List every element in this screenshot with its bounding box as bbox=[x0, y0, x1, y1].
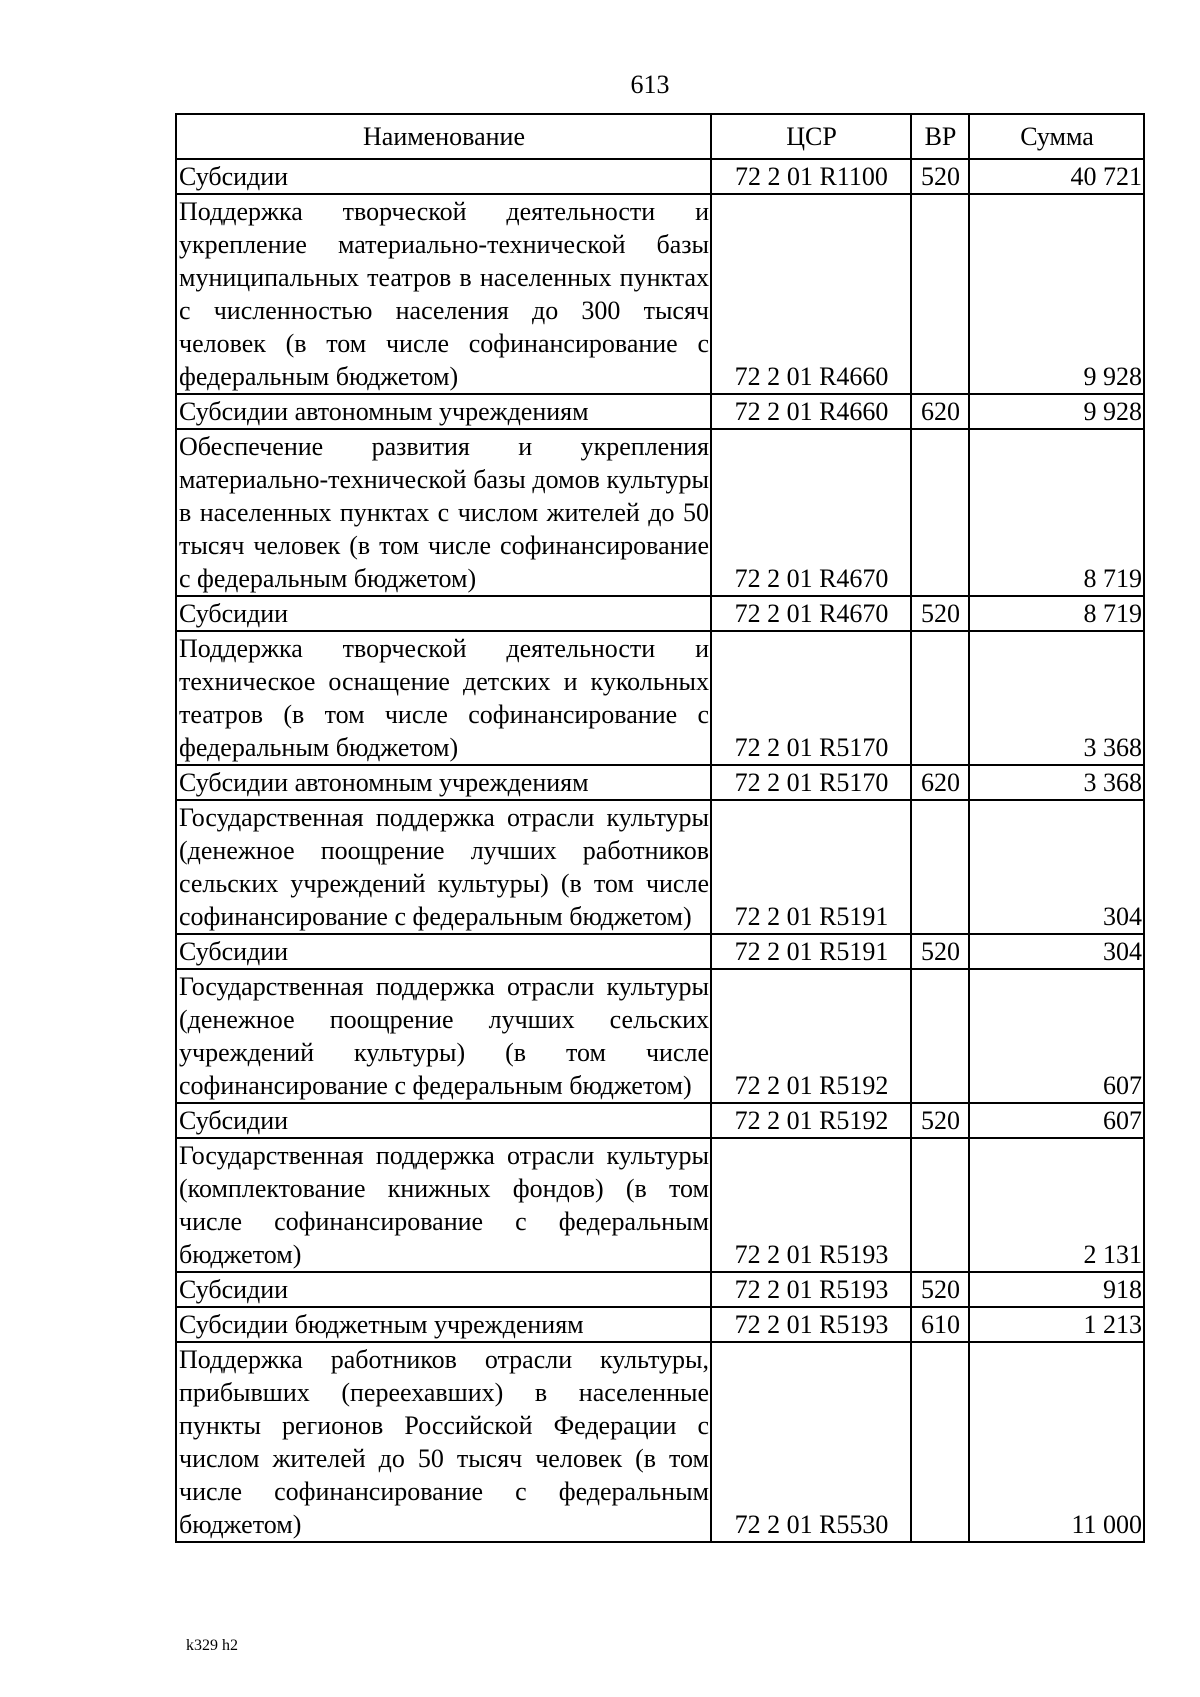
budget-table bbox=[175, 113, 1145, 1543]
table-header-row bbox=[176, 114, 1144, 159]
cell-vr bbox=[911, 800, 969, 934]
table-row bbox=[176, 765, 1144, 800]
cell-sum: 1 213 bbox=[969, 1307, 1144, 1342]
cell-name: Поддержка творческой деятельности и укрепление материально-технической базы муниципальных театров в населенных пунктах с численностью населения до 300 тысяч человек (в том числе софинансирование с федеральным бюджетом) bbox=[176, 194, 711, 394]
table-row bbox=[176, 429, 1144, 596]
cell-vr bbox=[911, 631, 969, 765]
header-name: Наименование bbox=[176, 114, 711, 159]
cell-name: Субсидии bbox=[176, 159, 711, 194]
table-row bbox=[176, 394, 1144, 429]
header-csr: ЦСР bbox=[711, 114, 911, 159]
cell-sum: 304 bbox=[969, 800, 1144, 934]
cell-vr: 610 bbox=[911, 1307, 969, 1342]
cell-name: Субсидии bbox=[176, 934, 711, 969]
cell-name: Поддержка творческой деятельности и техническое оснащение детских и кукольных театров (в том числе софинансирование с федеральным бюджетом) bbox=[176, 631, 711, 765]
cell-name: Поддержка работников отрасли культуры, прибывших (переехавших) в населенные пункты регионов Российской Федерации с числом жителей до 50 тысяч человек (в том числе софинансирование с федеральным бюджетом) bbox=[176, 1342, 711, 1542]
table-row bbox=[176, 1138, 1144, 1272]
footer-code: k329 h2 bbox=[186, 1637, 238, 1654]
cell-name: Субсидии бюджетным учреждениям bbox=[176, 1307, 711, 1342]
cell-name: Субсидии bbox=[176, 596, 711, 631]
cell-sum: 3 368 bbox=[969, 765, 1144, 800]
cell-vr: 520 bbox=[911, 1103, 969, 1138]
cell-sum: 8 719 bbox=[969, 596, 1144, 631]
cell-sum: 40 721 bbox=[969, 159, 1144, 194]
cell-name: Субсидии автономным учреждениям bbox=[176, 765, 711, 800]
table-row bbox=[176, 1272, 1144, 1307]
cell-vr bbox=[911, 969, 969, 1103]
page-number: 613 bbox=[630, 70, 670, 99]
cell-csr: 72 2 01 R5192 bbox=[711, 1103, 911, 1138]
header-vr: ВР bbox=[911, 114, 969, 159]
cell-vr bbox=[911, 1138, 969, 1272]
cell-sum: 8 719 bbox=[969, 429, 1144, 596]
table-row bbox=[176, 1342, 1144, 1542]
cell-csr: 72 2 01 R5191 bbox=[711, 800, 911, 934]
table-body bbox=[176, 159, 1144, 1542]
table-row bbox=[176, 1307, 1144, 1342]
cell-sum: 918 bbox=[969, 1272, 1144, 1307]
cell-vr: 520 bbox=[911, 596, 969, 631]
table-row bbox=[176, 1103, 1144, 1138]
cell-vr bbox=[911, 429, 969, 596]
cell-vr: 620 bbox=[911, 765, 969, 800]
table-row bbox=[176, 159, 1144, 194]
cell-csr: 72 2 01 R4670 bbox=[711, 596, 911, 631]
table-row bbox=[176, 194, 1144, 394]
cell-vr: 620 bbox=[911, 394, 969, 429]
cell-csr: 72 2 01 R4670 bbox=[711, 429, 911, 596]
cell-csr: 72 2 01 R5193 bbox=[711, 1307, 911, 1342]
cell-csr: 72 2 01 R5191 bbox=[711, 934, 911, 969]
cell-sum: 9 928 bbox=[969, 394, 1144, 429]
cell-sum: 304 bbox=[969, 934, 1144, 969]
cell-sum: 607 bbox=[969, 1103, 1144, 1138]
table-row bbox=[176, 800, 1144, 934]
table-row bbox=[176, 631, 1144, 765]
cell-sum: 2 131 bbox=[969, 1138, 1144, 1272]
table-row bbox=[176, 969, 1144, 1103]
cell-name: Субсидии bbox=[176, 1272, 711, 1307]
cell-csr: 72 2 01 R5170 bbox=[711, 765, 911, 800]
table-row bbox=[176, 596, 1144, 631]
cell-name: Обеспечение развития и укрепления материально-технической базы домов культуры в населенных пунктах с числом жителей до 50 тысяч человек (в том числе софинансирование с федеральным бюджетом) bbox=[176, 429, 711, 596]
cell-csr: 72 2 01 R5193 bbox=[711, 1272, 911, 1307]
cell-vr bbox=[911, 1342, 969, 1542]
cell-sum: 11 000 bbox=[969, 1342, 1144, 1542]
cell-name: Субсидии автономным учреждениям bbox=[176, 394, 711, 429]
cell-csr: 72 2 01 R5530 bbox=[711, 1342, 911, 1542]
cell-csr: 72 2 01 R5192 bbox=[711, 969, 911, 1103]
cell-csr: 72 2 01 R4660 bbox=[711, 394, 911, 429]
cell-csr: 72 2 01 R1100 bbox=[711, 159, 911, 194]
header-sum: Сумма bbox=[969, 114, 1144, 159]
table-row bbox=[176, 934, 1144, 969]
cell-vr bbox=[911, 194, 969, 394]
cell-csr: 72 2 01 R5193 bbox=[711, 1138, 911, 1272]
cell-csr: 72 2 01 R4660 bbox=[711, 194, 911, 394]
cell-vr: 520 bbox=[911, 1272, 969, 1307]
cell-vr: 520 bbox=[911, 159, 969, 194]
cell-name: Государственная поддержка отрасли культуры (денежное поощрение лучших работников сельских учреждений культуры) (в том числе софинансирование с федеральным бюджетом) bbox=[176, 800, 711, 934]
cell-name: Субсидии bbox=[176, 1103, 711, 1138]
cell-name: Государственная поддержка отрасли культуры (денежное поощрение лучших сельских учреждений культуры) (в том числе софинансирование с федеральным бюджетом) bbox=[176, 969, 711, 1103]
cell-sum: 3 368 bbox=[969, 631, 1144, 765]
cell-vr: 520 bbox=[911, 934, 969, 969]
cell-csr: 72 2 01 R5170 bbox=[711, 631, 911, 765]
cell-sum: 607 bbox=[969, 969, 1144, 1103]
cell-name: Государственная поддержка отрасли культуры (комплектование книжных фондов) (в том числе софинансирование с федеральным бюджетом) bbox=[176, 1138, 711, 1272]
cell-sum: 9 928 bbox=[969, 194, 1144, 394]
